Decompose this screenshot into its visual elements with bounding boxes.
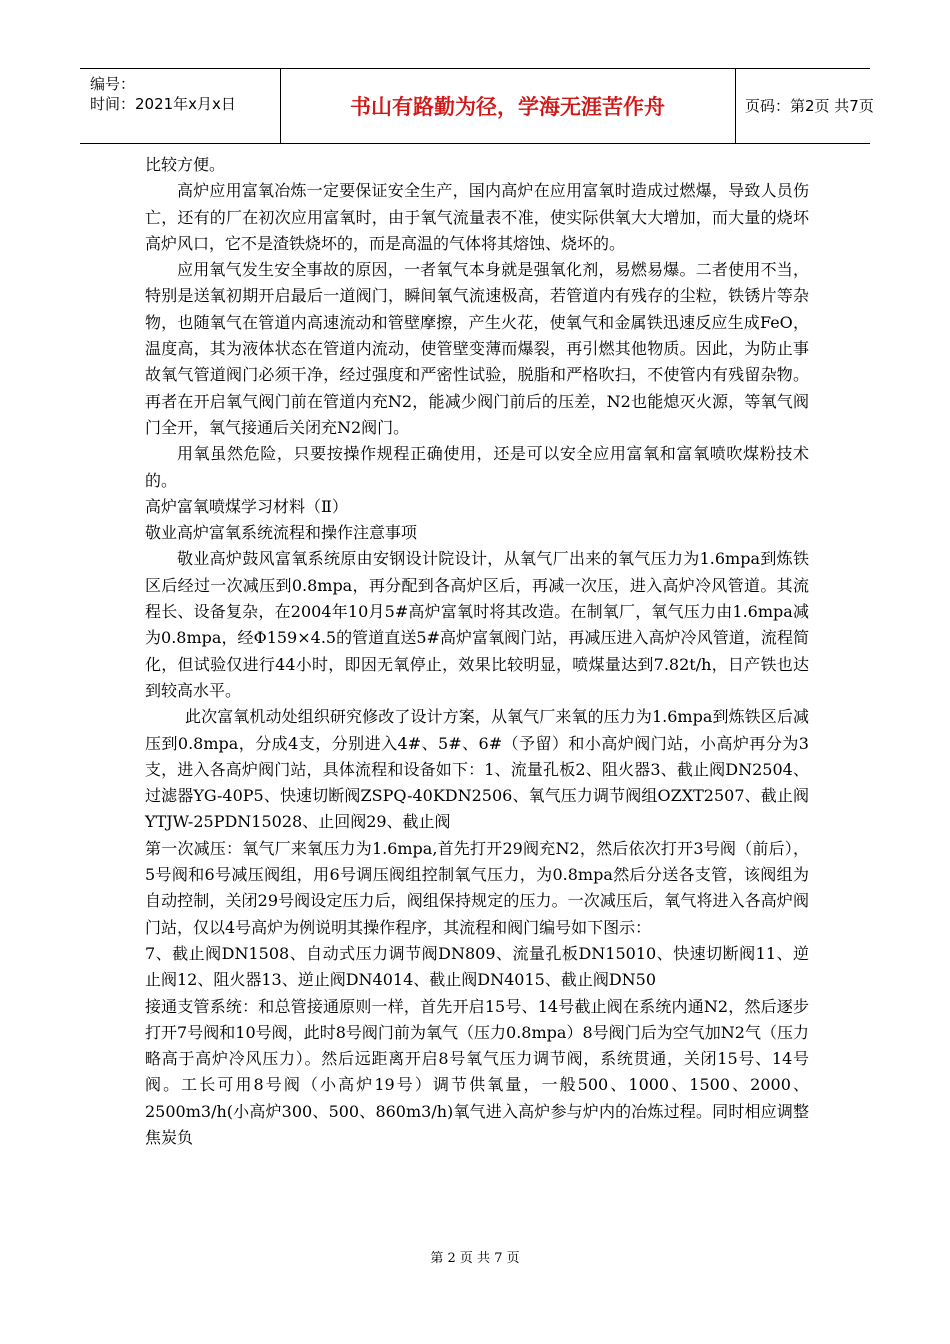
page-header [80,68,874,144]
document-body [145,152,809,1151]
section-heading: 高炉富氧喷煤学习材料（Ⅱ） [145,496,348,516]
header-slogan-cell [280,69,736,143]
paragraph: 接通支管系统：和总管接通原则一样，首先开启15号、14号截止阀在系统内通N2，然后逐步打开7号阀和10号阀，此时8号阀门前为氧气（压力0.8mpa）8号阀门后为空气加N2气（压力略高于高炉冷风压力）。然后远距离开启8号氧气压力调节阀，系统贯通，关闭15号、14号阀。工长可用8号阀（小高炉19号）调节供氧量，一般500、1000、1500、2000、2500m3/h(小高炉300、500、860m3/h)氧气进入高炉参与炉内的冶炼过程。同时相应调整焦炭负 [145,996,809,1147]
paragraph: 应用氧气发生安全事故的原因，一者氧气本身就是强氧化剂，易燃易爆。二者使用不当，特别是送氧初期开启最后一道阀门，瞬间氧气流速极高，若管道内有残存的尘粒，铁锈片等杂物，也随氧气在管道内高速流动和管壁摩擦，产生火花，使氧气和金属铁迅速反应生成FeO，温度高，其为液体状态在管道内流动，使管壁变薄而爆裂，再引燃其他物质。因此，为防止事故氧气管道阀门必须干净，经过强度和严密性试验，脱脂和严格吹扫，不使管内有残留杂物。再者在开启氧气阀门前在管道内充N2，能减少阀门前后的压差，N2也能熄灭火源，等氧气阀门全开，氧气接通后关闭充N2阀门。 [145,260,809,437]
paragraph: 第一次减压：氧气厂来氧压力为1.6mpa,首先打开29阀充N2，然后依次打开3号阀（前后），5号阀和6号减压阀组，用6号调压阀组控制氧气压力，为0.8mpa然后分送各支管，该阀组为自动控制，关闭29号阀设定压力后，阀组保持规定的压力。一次减压后，氧气将进入各高炉阀门站，仅以4号高炉为例说明其操作程序，其流程和阀门编号如下图示： [145,838,809,937]
header-page-cell [735,69,874,143]
page-footer: 第 2 页 共 7 页 [430,1251,520,1266]
header-slogan: 书山有路勤为径，学海无涯苦作舟 [350,95,665,119]
header-meta-cell [80,69,281,143]
paragraph: 此次富氧机动处组织研究修改了设计方案，从氧气厂来氧的压力为1.6mpa到炼铁区后减压到0.8mpa，分成4支，分别进入4#、5#、6#（予留）和小高炉阀门站，小高炉再分为3支，进入各高炉阀门站，具体流程和设备如下：1、流量孔板2、阻火器3、截止阀DN2504、过滤器YG-40P5、快速切断阀ZSPQ-40KDN2506、氧气压力调节阀组OZXT2507、截止阀YTJW-25PDN15028、止回阀29、截止阀 [145,707,809,832]
serial-label: 编号： [90,75,136,93]
paragraph: 用氧虽然危险，只要按操作规程正确使用，还是可以安全应用富氧和富氧喷吹煤粉技术的。 [145,444,809,490]
paragraph: 敬业高炉鼓风富氧系统原由安钢设计院设计，从氧气厂出来的氧气压力为1.6mpa到炼铁区后经过一次减压到0.8mpa，再分配到各高炉区后，再减一次压，进入高炉冷风管道。其流程长、设备复杂，在2004年10月5#高炉富氧时将其改造。在制氧厂，氧气压力由1.6mpa减为0.8mpa，经Φ159×4.5的管道直送5#高炉富氧阀门站，再减压进入高炉冷风管道，流程简化，但试验仅进行44小时，即因无氧停止，效果比较明显，喷煤量达到7.82t/h，日产铁也达到较高水平。 [145,549,809,700]
paragraph: 比较方便。 [145,155,226,174]
paragraph: 7、截止阀DN1508、自动式压力调节阀DN809、流量孔板DN15010、快速切断阀11、逆止阀12、阻火器13、逆止阀DN4014、截止阀DN4015、截止阀DN50 [145,943,809,990]
page-number-label: 页码：第2页 共7页 [745,97,874,115]
section-subheading: 敬业高炉富氧系统流程和操作注意事项 [145,523,418,543]
paragraph: 高炉应用富氧冶炼一定要保证安全生产，国内高炉在应用富氧时造成过燃爆，导致人员伤亡，还有的厂在初次应用富氧时，由于氧气流量表不准，使实际供氧大大增加，而大量的烧坏高炉风口，它不是渣铁烧坏的，而是高温的气体将其熔蚀、烧坏的。 [145,181,809,253]
date-label: 时间：2021年x月x日 [90,95,236,113]
